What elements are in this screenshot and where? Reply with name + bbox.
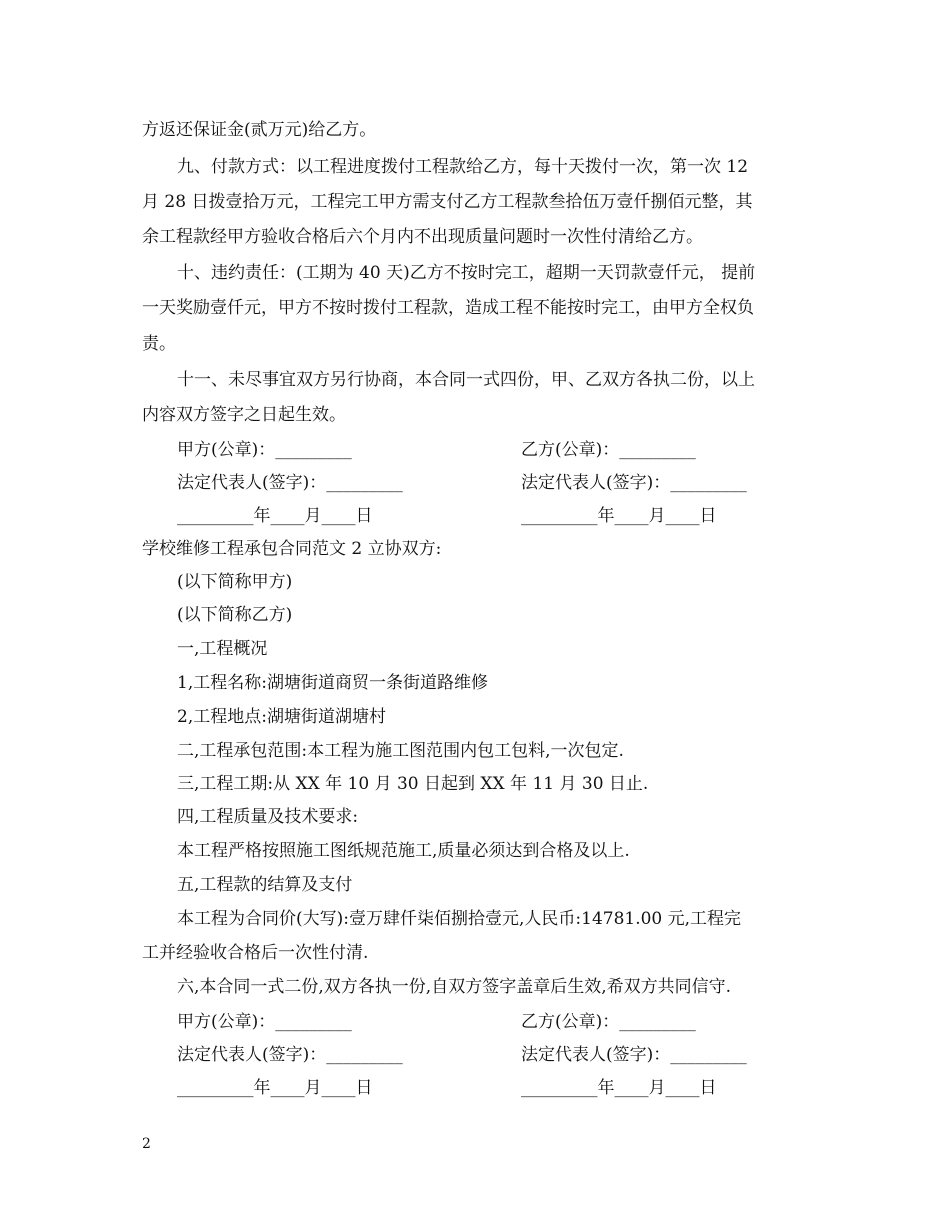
party-b-seal-field: 乙方(公章)：_________ <box>521 1012 696 1032</box>
text-line: 三,工程工期:从 XX 年 10 月 30 日起到 XX 年 11 月 30 日止. <box>177 774 649 794</box>
party-a-seal-field: 甲方(公章)：_________ <box>177 1012 352 1032</box>
text-line: 六,本合同一式二份,双方各执一份,自双方签字盖章后生效,希双方共同信守. <box>177 977 732 997</box>
section-heading: 四,工程质量及技术要求: <box>177 807 359 827</box>
text-line: 本工程严格按照施工图纸规范施工,质量必须达到合格及以上. <box>177 841 630 861</box>
party-a-date-field: _________年____月____日 <box>177 1078 373 1098</box>
text-line: 方返还保证金(贰万元)给乙方。 <box>142 120 377 140</box>
party-b-rep-field: 法定代表人(签字)：_________ <box>521 473 747 493</box>
text-line: 内容双方签字之日起生效。 <box>142 405 346 425</box>
party-a-rep-field: 法定代表人(签字)：_________ <box>177 1045 403 1065</box>
text-line: 余工程款经甲方验收合格后六个月内不出现质量问题时一次性付清给乙方。 <box>142 227 703 247</box>
text-line: 一天奖励壹仟元，甲方不按时拨付工程款，造成工程不能按时完工，由甲方全权负 <box>142 298 754 318</box>
text-line: 2,工程地点:湖塘街道湖塘村 <box>177 707 386 727</box>
party-b-seal-field: 乙方(公章)：_________ <box>521 440 696 460</box>
text-line: (以下简称甲方) <box>177 572 293 592</box>
contract-title: 学校维修工程承包合同范文 2 立协双方: <box>142 539 442 559</box>
text-line: 工并经验收合格后一次性付清. <box>142 943 369 963</box>
party-b-rep-field: 法定代表人(签字)：_________ <box>521 1045 747 1065</box>
party-a-date-field: _________年____月____日 <box>177 506 373 526</box>
page-number: 2 <box>142 1136 151 1152</box>
section-heading: 五,工程款的结算及支付 <box>177 875 353 895</box>
party-a-seal-field: 甲方(公章)：_________ <box>177 440 352 460</box>
section-heading: 一,工程概况 <box>177 639 268 659</box>
party-a-rep-field: 法定代表人(签字)：_________ <box>177 473 403 493</box>
text-line: 九、付款方式：以工程进度拨付工程款给乙方，每十天拨付一次，第一次 12 <box>177 157 749 177</box>
text-line: 1,工程名称:湖塘街道商贸一条街道路维修 <box>177 673 488 693</box>
party-b-date-field: _________年____月____日 <box>521 506 717 526</box>
text-line: 责。 <box>142 334 176 354</box>
text-line: 十、违约责任：(工期为 40 天)乙方不按时完工，超期一天罚款壹仟元， 提前 <box>177 263 756 283</box>
text-line: 本工程为合同价(大写):壹万肆仟柒佰捌拾壹元,人民币:14781.00 元,工程完 <box>177 909 742 929</box>
party-b-date-field: _________年____月____日 <box>521 1078 717 1098</box>
text-line: 二,工程承包范围:本工程为施工图范围内包工包料,一次包定. <box>177 741 624 761</box>
text-line: 月 28 日拨壹拾万元，工程完工甲方需支付乙方工程款叁拾伍万壹仟捌佰元整，其 <box>142 192 753 212</box>
text-line: (以下简称乙方) <box>177 605 293 625</box>
text-line: 十一、未尽事宜双方另行协商，本合同一式四份，甲、乙双方各执二份，以上 <box>177 370 755 390</box>
